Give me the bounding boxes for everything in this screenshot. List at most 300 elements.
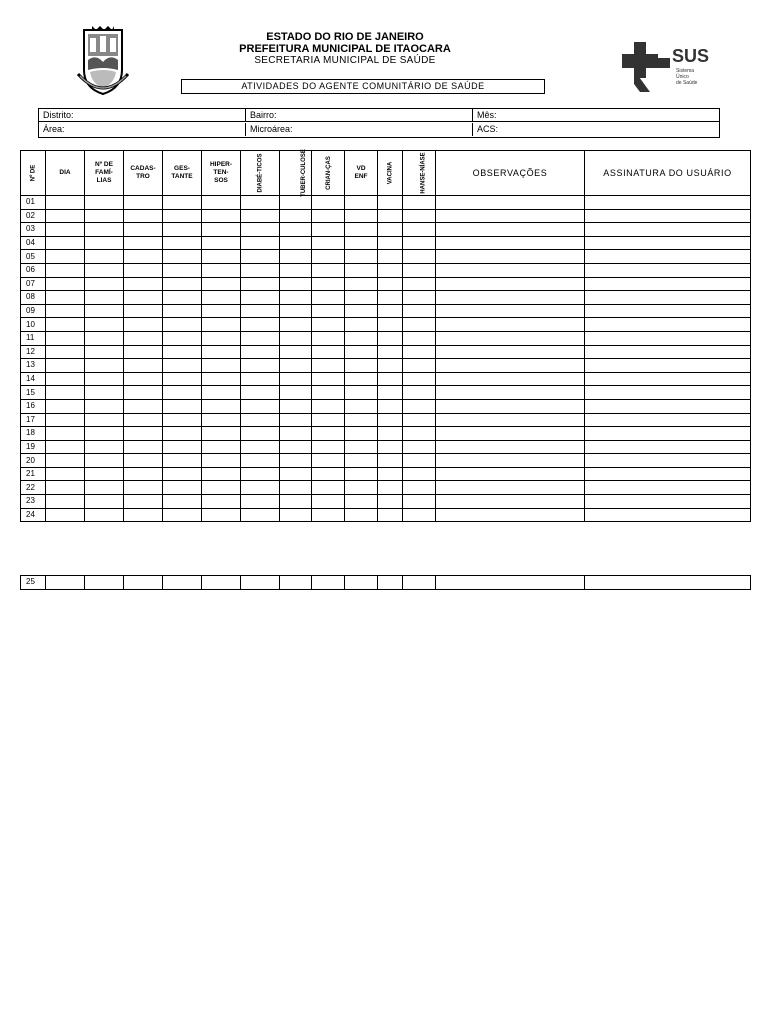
cell[interactable] — [163, 508, 202, 522]
cell[interactable] — [163, 454, 202, 468]
acs-field[interactable]: ACS: — [477, 124, 499, 134]
cell[interactable] — [241, 427, 280, 441]
cell[interactable] — [436, 427, 585, 441]
cell[interactable] — [436, 236, 585, 250]
cell[interactable] — [202, 318, 241, 332]
cell[interactable] — [585, 427, 751, 441]
cell[interactable] — [403, 250, 436, 264]
cell[interactable] — [202, 345, 241, 359]
cell[interactable] — [312, 277, 345, 291]
cell[interactable] — [312, 304, 345, 318]
cell[interactable] — [436, 345, 585, 359]
cell[interactable] — [403, 427, 436, 441]
cell[interactable] — [241, 372, 280, 386]
cell[interactable] — [585, 318, 751, 332]
cell[interactable] — [345, 359, 378, 373]
cell[interactable] — [378, 223, 403, 237]
cell[interactable] — [378, 318, 403, 332]
cell[interactable] — [163, 481, 202, 495]
cell[interactable] — [202, 440, 241, 454]
cell[interactable] — [124, 331, 163, 345]
cell[interactable] — [124, 467, 163, 481]
cell[interactable] — [280, 209, 312, 223]
cell[interactable] — [163, 359, 202, 373]
cell[interactable] — [46, 413, 85, 427]
cell[interactable] — [585, 209, 751, 223]
cell[interactable] — [241, 454, 280, 468]
cell[interactable] — [163, 440, 202, 454]
cell[interactable] — [403, 359, 436, 373]
cell[interactable] — [202, 196, 241, 210]
cell[interactable] — [85, 250, 124, 264]
cell[interactable] — [124, 196, 163, 210]
cell[interactable] — [312, 263, 345, 277]
cell[interactable] — [202, 454, 241, 468]
cell[interactable] — [241, 277, 280, 291]
cell[interactable] — [378, 495, 403, 509]
cell[interactable] — [163, 576, 202, 590]
cell[interactable] — [46, 467, 85, 481]
cell[interactable] — [378, 576, 403, 590]
cell[interactable] — [436, 277, 585, 291]
cell[interactable] — [403, 331, 436, 345]
cell[interactable] — [124, 359, 163, 373]
cell[interactable] — [163, 223, 202, 237]
cell[interactable] — [163, 250, 202, 264]
cell[interactable] — [124, 576, 163, 590]
cell[interactable] — [85, 318, 124, 332]
cell[interactable] — [436, 331, 585, 345]
cell[interactable] — [280, 467, 312, 481]
cell[interactable] — [85, 576, 124, 590]
cell[interactable] — [163, 236, 202, 250]
cell[interactable] — [403, 467, 436, 481]
cell[interactable] — [202, 250, 241, 264]
cell[interactable] — [85, 263, 124, 277]
cell[interactable] — [403, 413, 436, 427]
cell[interactable] — [85, 277, 124, 291]
cell[interactable] — [202, 209, 241, 223]
cell[interactable] — [436, 508, 585, 522]
cell[interactable] — [124, 508, 163, 522]
cell[interactable] — [436, 209, 585, 223]
cell[interactable] — [345, 250, 378, 264]
cell[interactable] — [85, 359, 124, 373]
cell[interactable] — [345, 467, 378, 481]
cell[interactable] — [436, 399, 585, 413]
cell[interactable] — [312, 359, 345, 373]
cell[interactable] — [280, 576, 312, 590]
cell[interactable] — [312, 399, 345, 413]
cell[interactable] — [46, 291, 85, 305]
cell[interactable] — [280, 277, 312, 291]
cell[interactable] — [241, 196, 280, 210]
cell[interactable] — [46, 223, 85, 237]
cell[interactable] — [585, 345, 751, 359]
cell[interactable] — [280, 345, 312, 359]
cell[interactable] — [378, 345, 403, 359]
cell[interactable] — [345, 386, 378, 400]
cell[interactable] — [202, 495, 241, 509]
cell[interactable] — [46, 209, 85, 223]
cell[interactable] — [345, 196, 378, 210]
cell[interactable] — [124, 372, 163, 386]
cell[interactable] — [378, 399, 403, 413]
cell[interactable] — [241, 481, 280, 495]
cell[interactable] — [345, 318, 378, 332]
cell[interactable] — [345, 413, 378, 427]
bairro-field[interactable]: Bairro: — [246, 109, 473, 122]
cell[interactable] — [378, 263, 403, 277]
cell[interactable] — [585, 304, 751, 318]
cell[interactable] — [312, 345, 345, 359]
cell[interactable] — [436, 196, 585, 210]
cell[interactable] — [124, 318, 163, 332]
cell[interactable] — [280, 318, 312, 332]
cell[interactable] — [280, 413, 312, 427]
cell[interactable] — [378, 331, 403, 345]
cell[interactable] — [585, 196, 751, 210]
cell[interactable] — [280, 223, 312, 237]
cell[interactable] — [312, 427, 345, 441]
cell[interactable] — [85, 413, 124, 427]
cell[interactable] — [403, 291, 436, 305]
cell[interactable] — [46, 277, 85, 291]
cell[interactable] — [124, 277, 163, 291]
distrito-field[interactable]: Distrito: — [39, 109, 246, 122]
cell[interactable] — [585, 291, 751, 305]
cell[interactable] — [436, 372, 585, 386]
cell[interactable] — [436, 386, 585, 400]
cell[interactable] — [585, 372, 751, 386]
cell[interactable] — [585, 399, 751, 413]
cell[interactable] — [163, 318, 202, 332]
cell[interactable] — [280, 196, 312, 210]
cell[interactable] — [436, 454, 585, 468]
cell[interactable] — [345, 508, 378, 522]
cell[interactable] — [403, 196, 436, 210]
cell[interactable] — [585, 359, 751, 373]
cell[interactable] — [163, 209, 202, 223]
cell[interactable] — [345, 223, 378, 237]
cell[interactable] — [312, 413, 345, 427]
cell[interactable] — [345, 291, 378, 305]
cell[interactable] — [403, 481, 436, 495]
cell[interactable] — [241, 250, 280, 264]
cell[interactable] — [241, 304, 280, 318]
cell[interactable] — [312, 576, 345, 590]
cell[interactable] — [46, 440, 85, 454]
cell[interactable] — [585, 331, 751, 345]
cell[interactable] — [312, 454, 345, 468]
cell[interactable] — [163, 291, 202, 305]
cell[interactable] — [280, 359, 312, 373]
cell[interactable] — [312, 495, 345, 509]
cell[interactable] — [345, 304, 378, 318]
cell[interactable] — [124, 345, 163, 359]
cell[interactable] — [436, 467, 585, 481]
cell[interactable] — [46, 345, 85, 359]
cell[interactable] — [585, 386, 751, 400]
cell[interactable] — [124, 236, 163, 250]
cell[interactable] — [312, 508, 345, 522]
cell[interactable] — [345, 372, 378, 386]
area-field[interactable]: Área: — [39, 123, 246, 136]
cell[interactable] — [241, 399, 280, 413]
cell[interactable] — [46, 576, 85, 590]
mes-field[interactable]: Mês: — [473, 109, 719, 122]
cell[interactable] — [403, 495, 436, 509]
cell[interactable] — [85, 223, 124, 237]
cell[interactable] — [280, 427, 312, 441]
cell[interactable] — [46, 399, 85, 413]
cell[interactable] — [202, 236, 241, 250]
cell[interactable] — [46, 196, 85, 210]
cell[interactable] — [436, 359, 585, 373]
cell[interactable] — [585, 467, 751, 481]
cell[interactable] — [46, 359, 85, 373]
cell[interactable] — [163, 399, 202, 413]
cell[interactable] — [202, 291, 241, 305]
cell[interactable] — [124, 440, 163, 454]
cell[interactable] — [403, 386, 436, 400]
cell[interactable] — [312, 223, 345, 237]
cell[interactable] — [378, 291, 403, 305]
cell[interactable] — [403, 223, 436, 237]
cell[interactable] — [241, 263, 280, 277]
cell[interactable] — [85, 495, 124, 509]
cell[interactable] — [378, 481, 403, 495]
cell[interactable] — [378, 467, 403, 481]
cell[interactable] — [163, 345, 202, 359]
cell[interactable] — [378, 508, 403, 522]
cell[interactable] — [85, 236, 124, 250]
cell[interactable] — [241, 413, 280, 427]
cell[interactable] — [403, 508, 436, 522]
cell[interactable] — [124, 481, 163, 495]
cell[interactable] — [241, 576, 280, 590]
cell[interactable] — [241, 223, 280, 237]
cell[interactable] — [312, 236, 345, 250]
cell[interactable] — [46, 304, 85, 318]
cell[interactable] — [436, 481, 585, 495]
cell[interactable] — [280, 508, 312, 522]
cell[interactable] — [378, 386, 403, 400]
cell[interactable] — [241, 318, 280, 332]
cell[interactable] — [46, 454, 85, 468]
cell[interactable] — [312, 291, 345, 305]
cell[interactable] — [124, 223, 163, 237]
cell[interactable] — [585, 413, 751, 427]
cell[interactable] — [124, 291, 163, 305]
cell[interactable] — [585, 495, 751, 509]
cell[interactable] — [403, 399, 436, 413]
cell[interactable] — [241, 508, 280, 522]
cell[interactable] — [85, 196, 124, 210]
cell[interactable] — [241, 345, 280, 359]
cell[interactable] — [163, 372, 202, 386]
cell[interactable] — [85, 427, 124, 441]
cell[interactable] — [378, 427, 403, 441]
cell[interactable] — [280, 440, 312, 454]
cell[interactable] — [403, 440, 436, 454]
cell[interactable] — [85, 399, 124, 413]
cell[interactable] — [85, 331, 124, 345]
cell[interactable] — [585, 250, 751, 264]
cell[interactable] — [241, 291, 280, 305]
cell[interactable] — [280, 481, 312, 495]
cell[interactable] — [345, 495, 378, 509]
cell[interactable] — [280, 331, 312, 345]
cell[interactable] — [202, 413, 241, 427]
cell[interactable] — [202, 576, 241, 590]
cell[interactable] — [163, 277, 202, 291]
cell[interactable] — [202, 359, 241, 373]
cell[interactable] — [280, 495, 312, 509]
cell[interactable] — [163, 427, 202, 441]
cell[interactable] — [312, 386, 345, 400]
cell[interactable] — [163, 495, 202, 509]
cell[interactable] — [124, 399, 163, 413]
cell[interactable] — [124, 250, 163, 264]
cell[interactable] — [85, 454, 124, 468]
cell[interactable] — [280, 291, 312, 305]
cell[interactable] — [202, 331, 241, 345]
cell[interactable] — [46, 318, 85, 332]
cell[interactable] — [85, 467, 124, 481]
cell[interactable] — [312, 209, 345, 223]
microarea-field[interactable]: Microárea: — [246, 123, 473, 136]
cell[interactable] — [85, 345, 124, 359]
cell[interactable] — [436, 495, 585, 509]
cell[interactable] — [124, 427, 163, 441]
cell[interactable] — [436, 318, 585, 332]
cell[interactable] — [312, 372, 345, 386]
cell[interactable] — [436, 304, 585, 318]
cell[interactable] — [280, 386, 312, 400]
cell[interactable] — [403, 304, 436, 318]
cell[interactable] — [585, 481, 751, 495]
cell[interactable] — [241, 495, 280, 509]
cell[interactable] — [280, 372, 312, 386]
cell[interactable] — [585, 508, 751, 522]
cell[interactable] — [124, 386, 163, 400]
cell[interactable] — [378, 196, 403, 210]
cell[interactable] — [163, 263, 202, 277]
cell[interactable] — [124, 454, 163, 468]
cell[interactable] — [403, 277, 436, 291]
cell[interactable] — [378, 359, 403, 373]
cell[interactable] — [202, 427, 241, 441]
cell[interactable] — [378, 413, 403, 427]
cell[interactable] — [585, 236, 751, 250]
cell[interactable] — [46, 495, 85, 509]
cell[interactable] — [163, 196, 202, 210]
cell[interactable] — [378, 454, 403, 468]
cell[interactable] — [378, 209, 403, 223]
cell[interactable] — [585, 277, 751, 291]
cell[interactable] — [585, 263, 751, 277]
cell[interactable] — [202, 372, 241, 386]
cell[interactable] — [436, 576, 585, 590]
cell[interactable] — [163, 386, 202, 400]
cell[interactable] — [345, 345, 378, 359]
cell[interactable] — [436, 250, 585, 264]
cell[interactable] — [345, 576, 378, 590]
cell[interactable] — [85, 209, 124, 223]
cell[interactable] — [280, 399, 312, 413]
cell[interactable] — [241, 440, 280, 454]
cell[interactable] — [85, 440, 124, 454]
cell[interactable] — [585, 454, 751, 468]
cell[interactable] — [85, 372, 124, 386]
cell[interactable] — [46, 427, 85, 441]
cell[interactable] — [345, 454, 378, 468]
cell[interactable] — [312, 467, 345, 481]
cell[interactable] — [436, 413, 585, 427]
cell[interactable] — [280, 454, 312, 468]
cell[interactable] — [280, 263, 312, 277]
cell[interactable] — [345, 277, 378, 291]
cell[interactable] — [312, 318, 345, 332]
cell[interactable] — [241, 467, 280, 481]
cell[interactable] — [345, 440, 378, 454]
cell[interactable] — [241, 331, 280, 345]
cell[interactable] — [345, 427, 378, 441]
cell[interactable] — [85, 508, 124, 522]
cell[interactable] — [46, 236, 85, 250]
cell[interactable] — [202, 508, 241, 522]
cell[interactable] — [163, 304, 202, 318]
cell[interactable] — [85, 304, 124, 318]
cell[interactable] — [312, 196, 345, 210]
cell[interactable] — [345, 399, 378, 413]
cell[interactable] — [46, 331, 85, 345]
cell[interactable] — [202, 223, 241, 237]
cell[interactable] — [241, 359, 280, 373]
cell[interactable] — [46, 508, 85, 522]
cell[interactable] — [163, 467, 202, 481]
cell[interactable] — [202, 263, 241, 277]
cell[interactable] — [403, 454, 436, 468]
cell[interactable] — [403, 263, 436, 277]
cell[interactable] — [436, 263, 585, 277]
cell[interactable] — [124, 413, 163, 427]
cell[interactable] — [378, 250, 403, 264]
cell[interactable] — [403, 236, 436, 250]
cell[interactable] — [436, 223, 585, 237]
cell[interactable] — [46, 250, 85, 264]
cell[interactable] — [85, 291, 124, 305]
cell[interactable] — [202, 481, 241, 495]
cell[interactable] — [312, 331, 345, 345]
cell[interactable] — [202, 399, 241, 413]
cell[interactable] — [345, 481, 378, 495]
cell[interactable] — [312, 250, 345, 264]
cell[interactable] — [345, 331, 378, 345]
cell[interactable] — [378, 236, 403, 250]
cell[interactable] — [378, 440, 403, 454]
cell[interactable] — [202, 386, 241, 400]
cell[interactable] — [345, 263, 378, 277]
cell[interactable] — [46, 481, 85, 495]
cell[interactable] — [280, 304, 312, 318]
cell[interactable] — [85, 481, 124, 495]
cell[interactable] — [403, 209, 436, 223]
cell[interactable] — [124, 495, 163, 509]
cell[interactable] — [202, 277, 241, 291]
cell[interactable] — [403, 345, 436, 359]
